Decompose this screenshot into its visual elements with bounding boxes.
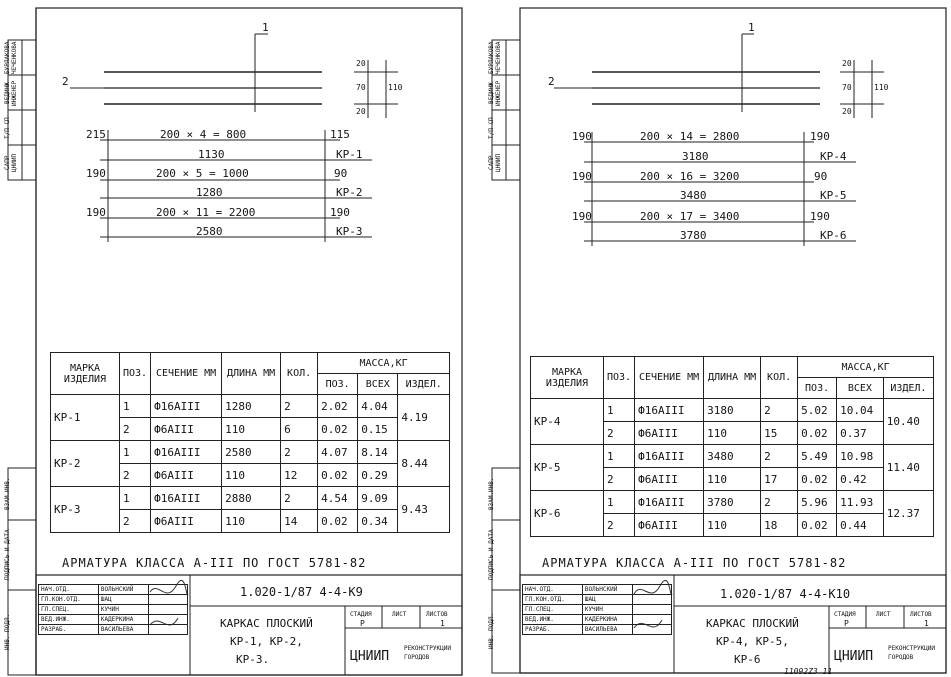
section-dim: 20 [842,59,852,68]
section-dim: 70 [842,83,852,92]
cell: 4.04 [358,395,398,418]
dim-left: 190 [86,206,106,219]
item-total: 12.37 [883,491,933,537]
dim-mark: КР-2 [336,186,363,199]
cell: 2 [604,514,635,537]
leader-label: 1 [748,21,755,34]
header-mass-pos: ПОЗ. [318,374,358,395]
person-name: КУЧИН [98,605,148,615]
stamp-cell: ИНВ. ПОДЛ. [4,613,11,651]
cell: 2 [604,422,635,445]
cell: Ф6АIII [151,418,222,441]
person-name: ВАСИЛЬЕВА [582,625,632,635]
cell: Ф6АIII [151,464,222,487]
cell: 1 [604,399,635,422]
role: ВЕД.ИНЖ. [523,615,583,625]
sheets-label: ЛИСТОВ [426,611,448,618]
cell: Ф16АIII [635,399,704,422]
cell: 11.93 [837,491,884,514]
leader-label: 2 [548,75,555,88]
dim-mark: КР-6 [820,229,847,242]
cell: 0.02 [798,468,837,491]
drawing-title: КР-1, КР-2, [230,635,303,648]
cell: 110 [222,510,281,533]
sheet-label: ЛИСТ [876,611,891,618]
cell: 110 [222,418,281,441]
cell: 0.02 [798,514,837,537]
sheet-frame [484,0,951,677]
stamp-cell: БУРЛАКОВА ЧЕЧЕНКОВА [488,41,502,74]
role: НАЧ.ОТД. [39,585,99,595]
cell: 0.02 [318,418,358,441]
cell: 2 [120,510,151,533]
document-code: 1.020-1/87 4-4-К9 [240,585,363,599]
signatures-table [38,584,188,635]
cell: 5.96 [798,491,837,514]
section-dim: 110 [388,83,403,92]
dim-total: 3180 [682,150,709,163]
cell: Ф6АIII [635,422,704,445]
stage-label: СТАДИЯ [834,611,856,618]
cell: 2 [281,395,318,418]
sheet-label: ЛИСТ [392,611,407,618]
item-mark: КР-2 [51,441,120,487]
cell: 0.02 [318,510,358,533]
dim-left: 190 [572,170,592,183]
stamp-cell: БУРЛАКОВА ЧЕЧЕНКОВА [4,41,18,74]
role: ГЛ.СПЕЦ. [523,605,583,615]
stamp-cell: ПОДПИСЬ И ДАТА [488,529,495,581]
organization-sub: РЕКОНСТРУКЦИИ ГОРОДОВ [404,645,451,661]
header-mark: МАРКА ИЗДЕЛИЯ [51,353,120,395]
stage-value: Р [360,619,365,628]
item-total: 4.19 [398,395,450,441]
dim-right: 190 [330,206,350,219]
cell: 1 [604,491,635,514]
role: РАЗРАБ. [39,625,99,635]
item-total: 10.40 [883,399,933,445]
person-name: КУЧИН [582,605,632,615]
person-name: ШАЦ [582,595,632,605]
cell: 1 [604,445,635,468]
dim-left: 190 [572,210,592,223]
specification-table [530,356,934,537]
header-mass-all: ВСЕХ [837,378,884,399]
cell: 3180 [704,399,761,422]
table-row [51,441,450,464]
cell: 3780 [704,491,761,514]
header-qty: КОЛ. [281,353,318,395]
section-dim: 20 [356,59,366,68]
role: ГЛ.КОН.ОТД. [523,595,583,605]
dim-right: 190 [810,130,830,143]
cell: 110 [704,514,761,537]
specification-table [50,352,450,533]
dim-right: 115 [330,128,350,141]
item-mark: КР-1 [51,395,120,441]
person-name: ВАСИЛЬЕВА [98,625,148,635]
header-mass-pos: ПОЗ. [798,378,837,399]
cell: Ф16АIII [151,441,222,464]
dim-formula: 200 × 17 = 3400 [640,210,740,223]
drawing-title: КАРКАС ПЛОСКИЙ [220,617,313,630]
cell: Ф6АIII [635,468,704,491]
dim-total: 2580 [196,225,223,238]
item-mark: КР-3 [51,487,120,533]
cell: 2 [761,399,798,422]
cell: 15 [761,422,798,445]
cell: 1 [120,487,151,510]
cell: 2 [604,468,635,491]
drawing-title: КАРКАС ПЛОСКИЙ [706,617,799,630]
cell: 0.42 [837,468,884,491]
cell: Ф16АIII [635,445,704,468]
cell: 2 [120,418,151,441]
stamp-cell: Т/П СП [488,117,495,139]
stamp-cell: ВЕДИНЖ ИНЖЕНЕР [4,80,18,106]
sheet-footnote: 11092Z3 11 [784,667,833,676]
drawing-sheet-right [484,0,951,677]
header-section: СЕЧЕНИЕ ММ [151,353,222,395]
cell: 18 [761,514,798,537]
item-total: 9.43 [398,487,450,533]
cell: 0.44 [837,514,884,537]
dim-formula: 200 × 11 = 2200 [156,206,256,219]
cell: 0.15 [358,418,398,441]
document-code: 1.020-1/87 4-4-К10 [720,587,851,601]
drawing-sheet-left [0,0,467,677]
header-mass: МАССА,КГ [318,353,450,374]
cell: 0.37 [837,422,884,445]
drawing-title: КР-4, КР-5, [716,635,789,648]
cell: 10.04 [837,399,884,422]
cell: 2880 [222,487,281,510]
role: ГЛ.КОН.ОТД. [39,595,99,605]
cell: 1 [120,395,151,418]
drawing-title: КР-6 [734,653,761,666]
dim-right: 90 [334,167,348,180]
role: РАЗРАБ. [523,625,583,635]
cell: Ф16АIII [151,487,222,510]
person-name: ШАЦ [98,595,148,605]
sheets-label: ЛИСТОВ [910,611,932,618]
dim-left: 190 [572,130,592,143]
section-dim: 20 [356,107,366,116]
item-mark: КР-5 [531,445,604,491]
sheet-value: 1 [924,619,929,628]
organization-sub: РЕКОНСТРУКЦИИ ГОРОДОВ [888,645,935,661]
role: ГЛ.СПЕЦ. [39,605,99,615]
cell: 0.02 [798,422,837,445]
steel-class-note: АРМАТУРА КЛАССА А-III ПО ГОСТ 5781-82 [542,556,847,570]
leader-label: 2 [62,75,69,88]
header-qty: КОЛ. [761,357,798,399]
person-name: ВОЛЬНСКИЙ [98,585,148,595]
header-mass-item: ИЗДЕЛ. [883,378,933,399]
leader-label: 1 [262,21,269,34]
stamp-cell: САПР ЦНИИП [488,153,502,173]
section-dim: 70 [356,83,366,92]
sheet-frame [0,0,467,677]
dim-mark: КР-5 [820,189,847,202]
header-mass: МАССА,КГ [798,357,934,378]
dim-total: 3480 [680,189,707,202]
cell: 0.34 [358,510,398,533]
dim-formula: 200 × 14 = 2800 [640,130,740,143]
dim-left: 215 [86,128,106,141]
cell: 4.07 [318,441,358,464]
header-pos: ПОЗ. [120,353,151,395]
header-length: ДЛИНА ММ [704,357,761,399]
header-pos: ПОЗ. [604,357,635,399]
dim-total: 1130 [198,148,225,161]
cell: 2 [120,464,151,487]
sheet-value: 1 [440,619,445,628]
drawing-title: КР-3. [236,653,270,666]
person-name: КАДЕРКИНА [98,615,148,625]
cell: 110 [222,464,281,487]
header-mark: МАРКА ИЗДЕЛИЯ [531,357,604,399]
stamp-cell: ВЗАМ.ИНВ. [488,477,495,511]
cell: 2.02 [318,395,358,418]
stamp-cell: ИНВ. ПОДЛ. [488,612,495,650]
item-total: 11.40 [883,445,933,491]
cell: 2 [281,441,318,464]
cell: 1 [120,441,151,464]
stamp-cell: ВЗАМ.ИНВ. [4,477,11,511]
dim-formula: 200 × 16 = 3200 [640,170,740,183]
cell: 4.54 [318,487,358,510]
stage-value: Р [844,619,849,628]
cell: Ф6АIII [635,514,704,537]
cell: 12 [281,464,318,487]
dim-mark: КР-4 [820,150,847,163]
stage-label: СТАДИЯ [350,611,372,618]
cell: 0.29 [358,464,398,487]
person-name: ВОЛЬНСКИЙ [582,585,632,595]
cell: 2580 [222,441,281,464]
item-total: 8.44 [398,441,450,487]
dim-total: 3780 [680,229,707,242]
cell: 2 [761,491,798,514]
steel-class-note: АРМАТУРА КЛАССА А-III ПО ГОСТ 5781-82 [62,556,367,570]
cell: Ф16АIII [635,491,704,514]
cell: 17 [761,468,798,491]
person-name: КАДЕРКИНА [582,615,632,625]
cell: 14 [281,510,318,533]
cell: 9.09 [358,487,398,510]
role: НАЧ.ОТД. [523,585,583,595]
table-row [531,445,934,468]
cell: 1280 [222,395,281,418]
cell: 10.98 [837,445,884,468]
table-row [51,395,450,418]
dim-left: 190 [86,167,106,180]
dim-total: 1280 [196,186,223,199]
table-row [531,491,934,514]
dim-formula: 200 × 5 = 1000 [156,167,249,180]
stamp-cell: ПОДПИСЬ И ДАТА [4,529,11,581]
cell: 0.02 [318,464,358,487]
cell: Ф6АIII [151,510,222,533]
cell: 3480 [704,445,761,468]
signatures-table [522,584,672,635]
cell: 2 [281,487,318,510]
header-mass-item: ИЗДЕЛ. [398,374,450,395]
dim-right: 90 [814,170,828,183]
section-dim: 20 [842,107,852,116]
dim-mark: КР-1 [336,148,363,161]
table-row [531,399,934,422]
cell: 5.02 [798,399,837,422]
stamp-cell: ВЕДИНЖ ИНЖЕНЕР [488,80,502,106]
item-mark: КР-6 [531,491,604,537]
stamp-cell: Т/П СП [4,117,11,139]
cell: 110 [704,422,761,445]
organization: ЦНИИП [350,649,390,664]
dim-formula: 200 × 4 = 800 [160,128,247,141]
table-row [51,487,450,510]
header-length: ДЛИНА ММ [222,353,281,395]
item-mark: КР-4 [531,399,604,445]
cell: 110 [704,468,761,491]
header-mass-all: ВСЕХ [358,374,398,395]
stamp-cell: САПР ЦНИИП [4,153,18,173]
dim-mark: КР-3 [336,225,363,238]
cell: 5.49 [798,445,837,468]
header-section: СЕЧЕНИЕ ММ [635,357,704,399]
dim-right: 190 [810,210,830,223]
cell: Ф16АIII [151,395,222,418]
cell: 8.14 [358,441,398,464]
role: ВЕД.ИНЖ. [39,615,99,625]
organization: ЦНИИП [834,649,874,664]
section-dim: 110 [874,83,889,92]
cell: 6 [281,418,318,441]
cell: 2 [761,445,798,468]
